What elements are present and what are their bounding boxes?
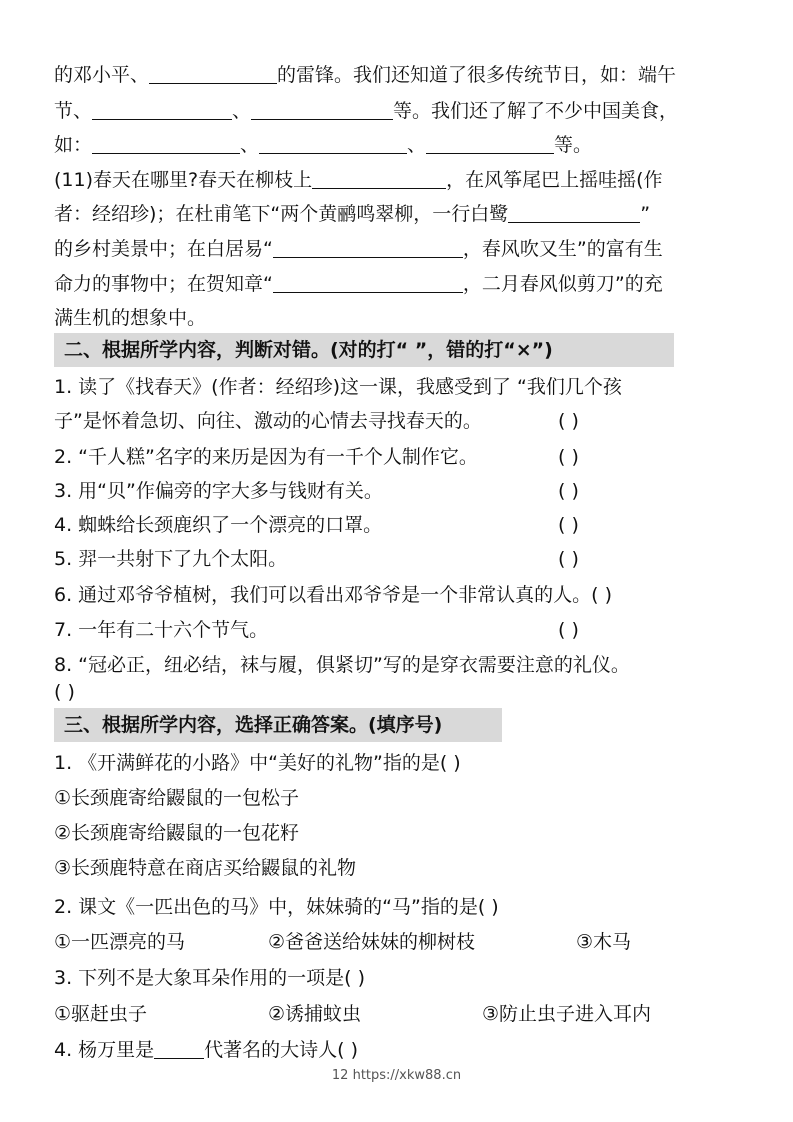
text: 、: [232, 100, 252, 122]
text: 5. 羿一共射下了九个太阳。: [54, 548, 288, 570]
text: 4. 蜘蛛给长颈鹿织了一个漂亮的口罩。: [54, 514, 383, 536]
mc-q4: [54, 1033, 753, 1067]
text: 2. 课文《一匹出色的马》中，妹妹骑的“马”指的是( ): [54, 896, 499, 918]
answer-blank[interactable]: [312, 166, 446, 189]
text: 满生机的想象中。: [54, 307, 207, 329]
text: ①长颈鹿寄给鼹鼠的一包松子: [54, 787, 300, 809]
answer-paren[interactable]: ( ): [558, 410, 579, 432]
text: ，春风吹又生”的富有生: [462, 238, 663, 260]
text: ，在风筝尾巴上摇哇摇(作: [446, 169, 663, 191]
text: 的雷锋。我们还知道了很多传统节日，如：端午: [277, 64, 677, 86]
q11-line-1: [54, 163, 753, 197]
text: 代著名的大诗人( ): [204, 1039, 359, 1061]
text: 、: [407, 134, 427, 156]
tf-item-2: [54, 440, 753, 474]
mc-q2: [54, 890, 753, 924]
answer-blank[interactable]: [273, 270, 463, 293]
answer-paren[interactable]: ( ): [558, 446, 579, 468]
text: 命力的事物中；在贺知章“: [54, 273, 273, 295]
fill-line-3: [54, 128, 753, 162]
mc-q2-option-3[interactable]: ③木马: [576, 931, 632, 953]
mc-q3-option-1[interactable]: ①驱赶虫子: [54, 1003, 148, 1025]
tf-item-5: [54, 542, 753, 576]
q11-line-3: [54, 232, 753, 266]
text: 3. 用“贝”作偏旁的字大多与钱财有关。: [54, 480, 383, 502]
mc-q3-option-3[interactable]: ③防止虫子进入耳内: [482, 1003, 652, 1025]
text: (11)春天在哪里?春天在柳枝上: [54, 169, 313, 191]
tf-item-8b[interactable]: [54, 675, 753, 709]
answer-paren[interactable]: ( ): [558, 480, 579, 502]
tf-item-1b: [54, 404, 753, 438]
answer-blank[interactable]: [149, 61, 277, 84]
tf-item-3: [54, 474, 753, 508]
text: 节、: [54, 100, 93, 122]
mc-q2-option-1[interactable]: ①一匹漂亮的马: [54, 931, 186, 953]
text: ，二月春风似剪刀”的充: [462, 273, 663, 295]
fill-line-2: [54, 94, 753, 128]
tf-item-7: [54, 613, 753, 647]
tf-item-6: [54, 578, 753, 612]
mc-q1: [54, 746, 753, 780]
page-footer: 12 https://xkw88.cn: [331, 1068, 462, 1083]
answer-paren[interactable]: ( ): [54, 681, 75, 703]
mc-q3-option-2[interactable]: ②诱捕蚊虫: [268, 1003, 362, 1025]
answer-blank[interactable]: [273, 235, 463, 258]
text: 者：经绍珍)；在杜甫笔下“两个黄鹂鸣翠柳，一行白鹭: [54, 203, 509, 225]
text: 1. 读了《找春天》(作者：经绍珍)这一课，我感受到了 “我们几个孩: [54, 376, 622, 398]
mc-q2-options: [54, 925, 753, 959]
answer-blank[interactable]: [92, 131, 240, 154]
mc-q3: [54, 961, 753, 995]
text: 等。我们还了解了不少中国美食，: [393, 100, 679, 122]
mc-q1-option-1[interactable]: [54, 781, 753, 815]
mc-q1-option-3[interactable]: [54, 851, 753, 885]
answer-paren[interactable]: ( ): [558, 548, 579, 570]
text: 1. 《开满鲜花的小路》中“美好的礼物”指的是( ): [54, 752, 461, 774]
tf-item-4: [54, 508, 753, 542]
text: 如：: [54, 134, 93, 156]
text: 等。: [554, 134, 593, 156]
text: 2. “千人糕”名字的来历是因为有一千个人制作它。: [54, 446, 478, 468]
text: 4. 杨万里是: [54, 1039, 155, 1061]
tf-item-1a: [54, 370, 753, 404]
text: ”: [640, 203, 651, 225]
fill-line-1: [54, 58, 753, 92]
q11-line-4: [54, 267, 753, 301]
section-3-heading: 三、根据所学内容，选择正确答案。(填序号): [54, 708, 502, 742]
mc-q1-option-2[interactable]: [54, 816, 753, 850]
answer-blank[interactable]: [251, 97, 393, 120]
mc-q2-option-2[interactable]: ②爸爸送给妹妹的柳树枝: [268, 931, 476, 953]
text: 的邓小平、: [54, 64, 150, 86]
text: 7. 一年有二十六个节气。: [54, 619, 269, 641]
text: 、: [240, 134, 260, 156]
answer-blank[interactable]: [426, 131, 554, 154]
text: 8. “冠必正，纽必结，袜与履，俱紧切”写的是穿衣需要注意的礼仪。: [54, 654, 630, 676]
text[interactable]: 6. 通过邓爷爷植树，我们可以看出邓爷爷是一个非常认真的人。( ): [54, 584, 613, 606]
answer-paren[interactable]: ( ): [558, 619, 579, 641]
text: 3. 下列不是大象耳朵作用的一项是( ): [54, 967, 366, 989]
answer-blank[interactable]: [154, 1036, 204, 1059]
text: ②长颈鹿寄给鼹鼠的一包花籽: [54, 822, 300, 844]
answer-blank[interactable]: [259, 131, 407, 154]
text: ③长颈鹿特意在商店买给鼹鼠的礼物: [54, 857, 357, 879]
answer-blank[interactable]: [92, 97, 232, 120]
section-2-heading: 二、根据所学内容，判断对错。(对的打“ ”，错的打“×”): [54, 333, 674, 367]
text: 的乡村美景中；在白居易“: [54, 238, 273, 260]
q11-line-2: [54, 197, 753, 231]
answer-paren[interactable]: ( ): [558, 514, 579, 536]
answer-blank[interactable]: [508, 200, 640, 223]
q11-line-5: [54, 301, 753, 335]
text: 子”是怀着急切、向往、激动的心情去寻找春天的。: [54, 410, 482, 432]
mc-q3-options: [54, 997, 753, 1031]
